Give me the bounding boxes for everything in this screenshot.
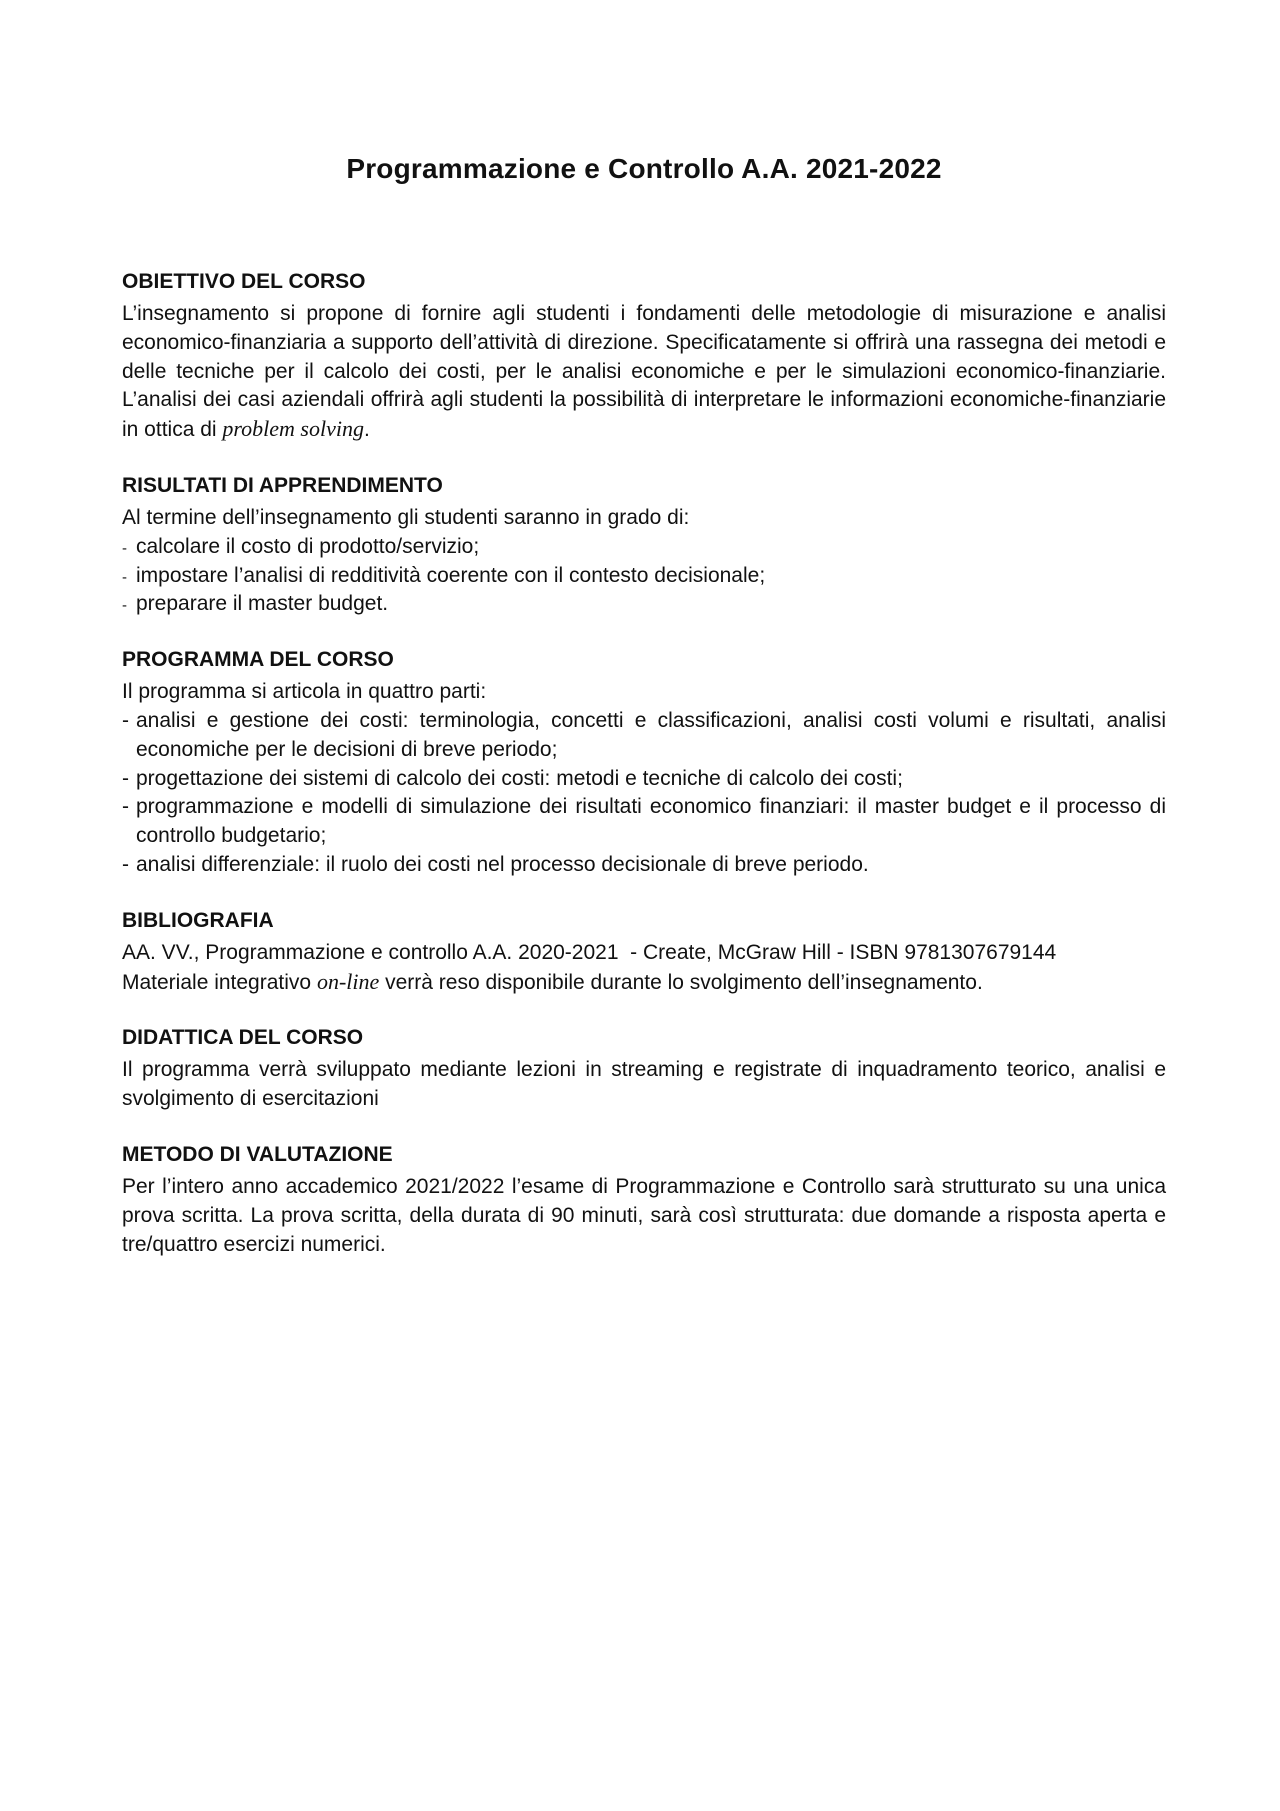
list-item [122, 851, 1166, 880]
bibliography-note [122, 968, 1166, 998]
section-paragraph: Il programma verrà sviluppato mediante lezioni in streaming e registrate di inquadramento teorico, analisi e svolgimento di esercitazioni [122, 1058, 1166, 1111]
italic-term: problem solving [222, 416, 364, 442]
dash-bullet: - [122, 539, 127, 557]
dash-bullet: - [122, 597, 127, 615]
list-item-text: analisi differenziale: il ruolo dei costi nel processo decisionale di breve periodo. [136, 852, 869, 876]
dash-bullet: - [122, 852, 129, 876]
section-heading: PROGRAMMA DEL CORSO [122, 648, 394, 672]
document-title: Programmazione e Controllo A.A. 2021-2022 [346, 153, 942, 184]
section-bibliografia [122, 907, 1166, 998]
list-item-text: analisi e gestione dei costi: terminologia, concetti e classificazioni, analisi costi volumi e risultati, analisi economiche per le decisioni di breve periodo; [136, 708, 1166, 761]
list-item [122, 562, 1166, 591]
list-item [122, 793, 1166, 851]
section-valutazione [122, 1141, 1166, 1259]
section-paragraph: Per l’intero anno accademico 2021/2022 l’esame di Programmazione e Controllo sarà strutturato su una unica prova scritta. La prova scritta, della durata di 90 minuti, sarà così strutturata: due domande a risposta aperta e tre/quattro esercizi numerici. [122, 1174, 1166, 1256]
list-item [122, 533, 1166, 562]
list-intro: Il programma si articola in quattro parti: [122, 680, 487, 704]
dash-bullet: - [122, 795, 129, 819]
list-intro: Al termine dell’insegnamento gli studenti saranno in grado di: [122, 505, 690, 529]
list-item-text: impostare l’analisi di redditività coerente con il contesto decisionale; [136, 563, 766, 587]
section-paragraph [122, 300, 1166, 445]
section-obiettivo [122, 268, 1166, 445]
list-item-text: programmazione e modelli di simulazione dei risultati economico finanziari: il master budget e il processo di controllo budgetario; [136, 795, 1166, 848]
list-item-text: calcolare il costo di prodotto/servizio; [136, 534, 480, 558]
program-list [122, 707, 1166, 880]
section-heading: OBIETTIVO DEL CORSO [122, 270, 366, 293]
note-text: Materiale integrativo [122, 970, 317, 994]
section-heading: METODO DI VALUTAZIONE [122, 1142, 393, 1166]
paragraph-text: L’insegnamento si propone di fornire agli studenti i fondamenti delle metodologie di misurazione e analisi economico-finanziaria a supporto dell’attività di direzione. Specificatamente si offrirà una rassegna dei metodi e delle tecniche per il calcolo dei costi, per le analisi economiche e per le simulazioni economico-finanziarie. L’analisi dei casi aziendali offrirà agli studenti la possibilità di interpretare le informazioni economiche-finanziarie in ottica di [122, 302, 1166, 442]
section-programma [122, 646, 1166, 880]
section-didattica [122, 1024, 1166, 1114]
paragraph-text-end: . [363, 418, 370, 442]
section-heading: DIDATTICA DEL CORSO [122, 1026, 364, 1050]
section-risultati [122, 472, 1166, 619]
bibliography-entry: AA. VV., Programmazione e controllo A.A. 2020-2021 - Create, McGraw Hill - ISBN 9781307679144 [122, 940, 1057, 964]
dash-bullet: - [122, 708, 129, 732]
outcomes-list [122, 533, 1166, 619]
document-body [122, 268, 1166, 1286]
section-heading: RISULTATI DI APPRENDIMENTO [122, 473, 443, 497]
italic-term: on-line [316, 968, 380, 994]
dash-bullet: - [122, 568, 127, 586]
list-item-text: progettazione dei sistemi di calcolo dei costi: metodi e tecniche di calcolo dei costi; [136, 766, 903, 790]
list-item [122, 707, 1166, 765]
list-item-text: preparare il master budget. [136, 592, 389, 616]
dash-bullet: - [122, 766, 129, 790]
section-heading: BIBLIOGRAFIA [122, 908, 274, 932]
note-text-end: verrà reso disponibile durante lo svolgimento dell’insegnamento. [379, 970, 983, 994]
list-item [122, 590, 1166, 619]
list-item [122, 765, 1166, 794]
